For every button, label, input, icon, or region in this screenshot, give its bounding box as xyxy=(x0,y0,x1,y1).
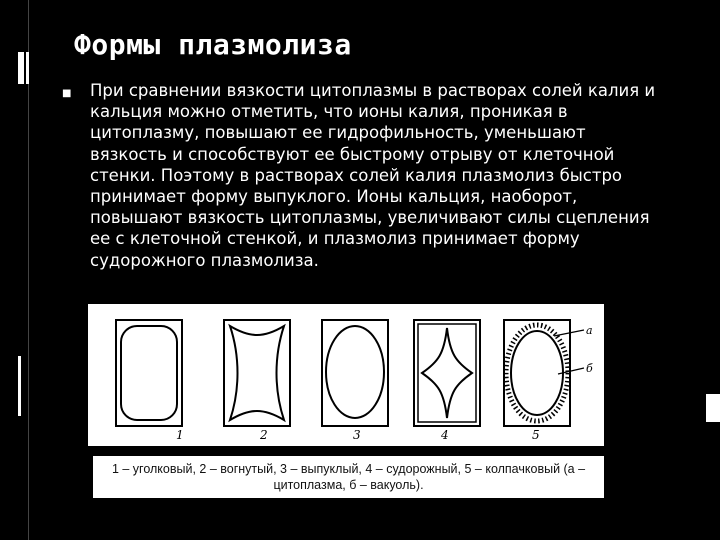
figure-label-1: 1 xyxy=(176,428,184,442)
figure-label-4: 4 xyxy=(441,428,449,442)
bullet-marker-icon: ■ xyxy=(62,88,72,99)
left-deco-bar-large xyxy=(18,52,24,84)
left-deco-bar-small xyxy=(18,356,21,416)
annotation-b: б xyxy=(586,362,593,375)
plasmolysis-figure xyxy=(88,304,604,446)
annotation-a: а xyxy=(586,324,593,337)
cell-1-corner xyxy=(116,320,182,426)
slide-title: Формы плазмолиза xyxy=(74,28,352,61)
cell-2-concave xyxy=(224,320,290,426)
figure-caption: 1 – уголковый, 2 – вогнутый, 3 – выпуклый, 4 – судорожный, 5 – колпачковый (а – цитоплазма, б – вакуоль). xyxy=(93,456,604,498)
cell-3-convex xyxy=(322,320,388,426)
figure-label-2: 2 xyxy=(260,428,268,442)
bullet-text: При сравнении вязкости цитоплазмы в растворах солей калия и кальция можно отметить, что ионы калия, проникая в цитоплазму, повышают ее гидрофильность, уменьшают вязкость и способствуют ее быстрому отрыву от клеточной стенки. Поэтому в растворах солей калия плазмолиз быстро принимает форму выпуклого. Ионы кальция, наоборот, повышают вязкость цитоплазмы, увеличивают силы сцепления ее с клеточной стенкой, и плазмолиз принимает форму судорожного плазмолиза. xyxy=(90,81,656,270)
plasmolysis-diagram xyxy=(88,304,604,446)
figure-label-3: 3 xyxy=(353,428,361,442)
cell-5-cap xyxy=(504,320,593,426)
figure-label-5: 5 xyxy=(532,428,540,442)
right-edge-deco xyxy=(706,394,720,422)
left-deco-bar-large-2 xyxy=(26,52,29,84)
cell-4-convulsive xyxy=(414,320,480,426)
